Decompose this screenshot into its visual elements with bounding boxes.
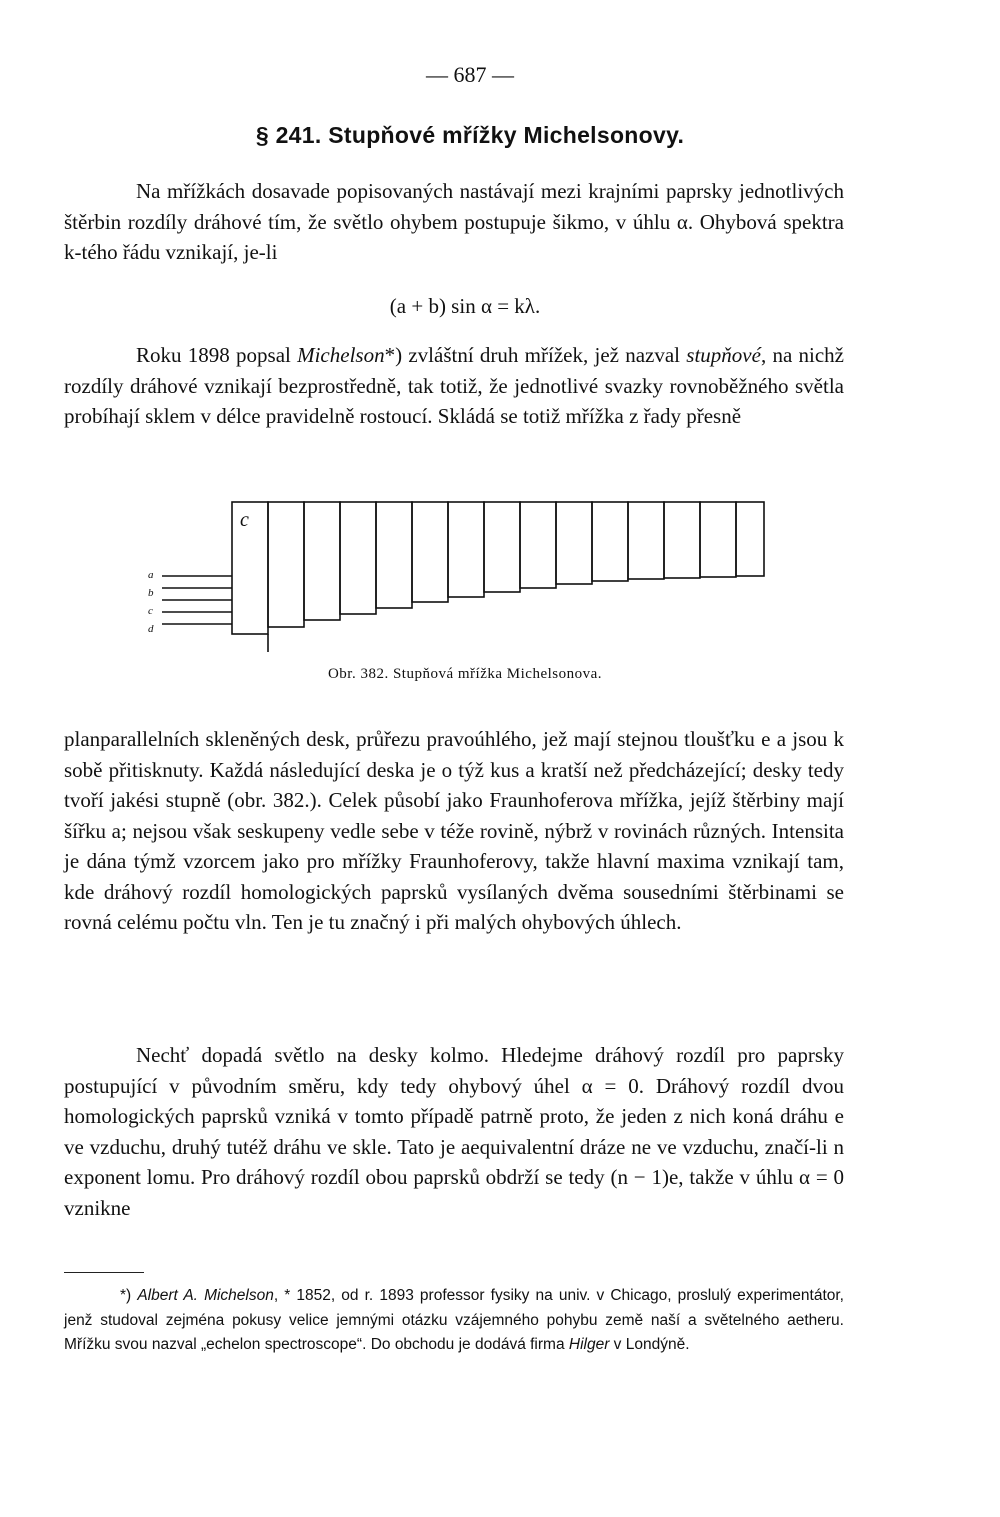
glass-plate xyxy=(664,502,700,578)
glass-plate xyxy=(304,502,340,620)
glass-plate xyxy=(268,502,304,627)
glass-plate xyxy=(448,502,484,597)
figure-echelon-grating xyxy=(140,496,780,656)
glass-plate xyxy=(736,502,764,576)
paragraph-2-text-before: Roku 1898 popsal xyxy=(136,343,298,367)
glass-plate xyxy=(592,502,628,581)
echelon-diagram xyxy=(140,496,780,656)
glass-plate xyxy=(412,502,448,602)
paragraph-2 xyxy=(64,340,844,432)
paragraph-2-text-after: , na nichž rozdíly dráhové vznikají bezprostředně, tak totiž, že jednotlivé svazky rovnoběžného světla probíhají sklem v délce pravidelně rostoucí. Skládá se totiž mřížka z řady přesně xyxy=(64,343,844,428)
glass-plate xyxy=(484,502,520,592)
glass-plate xyxy=(628,502,664,579)
ray-label: c xyxy=(148,605,153,617)
footnote-text: , * 1852, od r. 1893 professor fysiky na univ. v Chicago, proslulý experimentátor, jenž studoval zejména pokusy velice jemnými otázku vzájemného pohybu země naší a světelného aetheru. Mřížku svou nazval „echelon spectroscope“. Do obchodu je dodává firma xyxy=(64,1287,844,1353)
page-number: — 687 — xyxy=(426,62,514,87)
term-stupnove: stupňové xyxy=(686,343,761,367)
ray-label: a xyxy=(148,569,154,581)
plate-label: c xyxy=(240,509,249,531)
footnote-text-end: v Londýně. xyxy=(609,1336,690,1353)
section-heading: § 241. Stupňové mřížky Michelsonovy. xyxy=(255,122,685,148)
glass-plate xyxy=(556,502,592,584)
footnote-divider xyxy=(64,1272,144,1273)
glass-plate xyxy=(700,502,736,577)
author-name: Michelson xyxy=(297,343,385,367)
formula-grating-equation: (a + b) sin α = kλ. xyxy=(389,294,541,318)
figure-caption: Obr. 382. Stupňová mřížka Michelsonova. xyxy=(327,666,603,682)
glass-plate xyxy=(232,502,268,634)
footnote xyxy=(64,1284,844,1358)
ray-label: d xyxy=(148,623,154,635)
footnote-mark: *) xyxy=(120,1287,132,1304)
glass-plate xyxy=(340,502,376,614)
ray-label: b xyxy=(148,587,154,599)
paragraph-1: Na mřížkách dosavade popisovaných nastávají mezi krajními paprsky jednotlivých štěrbin rozdíly dráhové tím, že světlo ohybem postupuje šikmo, v úhlu α. Ohybová spektra k-tého řádu vznikají, je-li xyxy=(64,179,844,264)
glass-plate xyxy=(376,502,412,608)
paragraph-3: planparallelních skleněných desk, průřezu pravoúhlého, jež mají stejnou tloušťku e a jsou k sobě přitisknuty. Každá následující deska je o týž kus a kratší než předcházející; desky tedy tvoří jakési stupně (obr. 382.). Celek působí jako Fraunhoferova mřížka, jejíž štěrbiny mají šířku a; nejsou však seskupeny vedle sebe v téže rovině, nýbrž v rovinách různých. Intensita je dána týmž vzorcem jako pro mřížky Fraunhoferovy, takže hlavní maxima vznikají tam, kde dráhový rozdíl homologických paprsků vysílaných dvěma sousedními štěrbinami se rovná celému počtu vln. Ten je tu značný i při malých ohybových úhlech. xyxy=(64,727,844,934)
glass-plate xyxy=(520,502,556,588)
paragraph-4: Nechť dopadá světlo na desky kolmo. Hledejme dráhový rozdíl pro paprsky postupující v původním směru, kdy tedy ohybový úhel α = 0. Dráhový rozdíl dvou homologických paprsků vzniká v tomto případě patrně proto, že jeden z nich koná dráhu e ve vzduchu, druhý tutéž dráhu ve skle. Tato je aequivalentní dráze ne ve vzduchu, značí-li n exponent lomu. Pro dráhový rozdíl obou paprsků obdrží se tedy (n − 1)e, takže v úhlu α = 0 vznikne xyxy=(64,1043,844,1220)
footnote-reference: *) xyxy=(384,343,403,367)
footnote-name: Albert A. Michelson xyxy=(137,1287,274,1304)
paragraph-2-text-mid: zvláštní druh mřížek, jež nazval xyxy=(402,343,687,367)
footnote-firm: Hilger xyxy=(568,1336,610,1353)
